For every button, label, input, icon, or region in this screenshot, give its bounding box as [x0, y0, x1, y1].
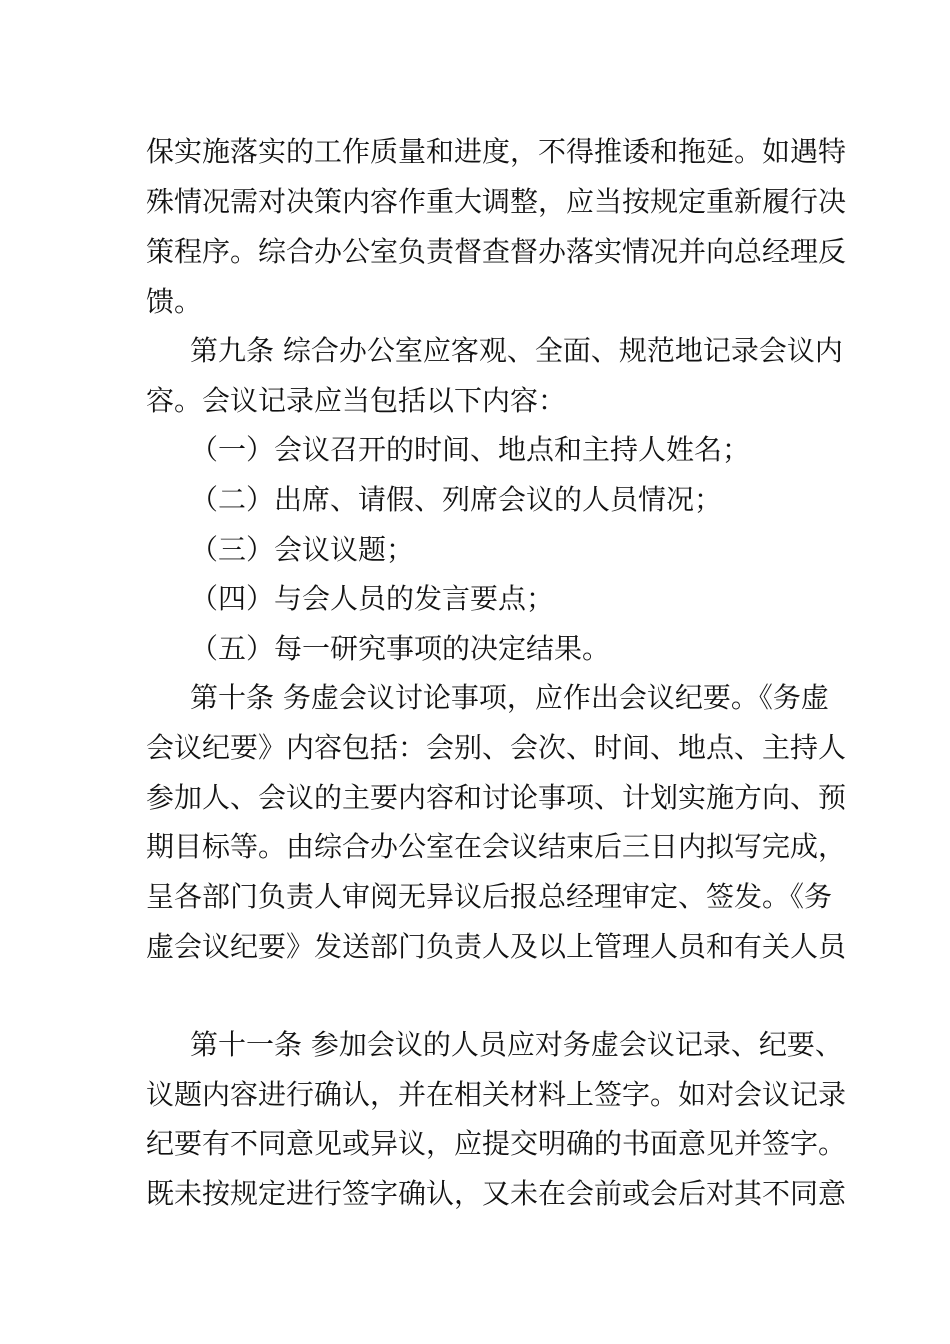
list-item-4: （四）与会人员的发言要点； [190, 582, 555, 615]
paragraph-line-2: 殊情况需对决策内容作重大调整，应当按规定重新履行决 [146, 185, 847, 218]
paragraph-line-1: 保实施落实的工作质量和进度，不得推诿和拖延。如遇特 [146, 135, 847, 168]
article-9-heading-line: 第九条 综合办公室应客观、全面、规范地记录会议内 [190, 334, 843, 367]
article-9-line-2: 容。会议记录应当包括以下内容： [146, 384, 567, 417]
article-10-line-5: 呈各部门负责人审阅无异议后报总经理审定、签发。《务 [146, 880, 833, 913]
list-item-1: （一）会议召开的时间、地点和主持人姓名； [190, 433, 751, 466]
article-10-line-4: 期目标等。由综合办公室在会议结束后三日内拟写完成， [146, 830, 847, 863]
article-11-line-3: 纪要有不同意见或异议，应提交明确的书面意见并签字。 [146, 1127, 847, 1160]
paragraph-line-4: 馈。 [146, 285, 203, 318]
article-11-heading-line: 第十一条 参加会议的人员应对务虚会议记录、纪要、 [190, 1028, 843, 1061]
article-10-line-6: 虚会议纪要》发送部门负责人及以上管理人员和有关人员 [146, 930, 847, 963]
article-10-line-2: 会议纪要》内容包括：会别、会次、时间、地点、主持人 [146, 731, 847, 764]
article-10-heading-line: 第十条 务虚会议讨论事项，应作出会议纪要。《务虚 [190, 681, 829, 714]
paragraph-line-3: 策程序。综合办公室负责督查督办落实情况并向总经理反 [146, 235, 847, 268]
list-item-3: （三）会议议题； [190, 533, 415, 566]
article-11-line-2: 议题内容进行确认，并在相关材料上签字。如对会议记录 [146, 1078, 847, 1111]
article-11-line-4: 既未按规定进行签字确认，又未在会前或会后对其不同意 [146, 1177, 847, 1210]
article-10-line-3: 参加人、会议的主要内容和讨论事项、计划实施方向、预 [146, 781, 847, 814]
list-item-5: （五）每一研究事项的决定结果。 [190, 632, 611, 665]
list-item-2: （二）出席、请假、列席会议的人员情况； [190, 483, 723, 516]
